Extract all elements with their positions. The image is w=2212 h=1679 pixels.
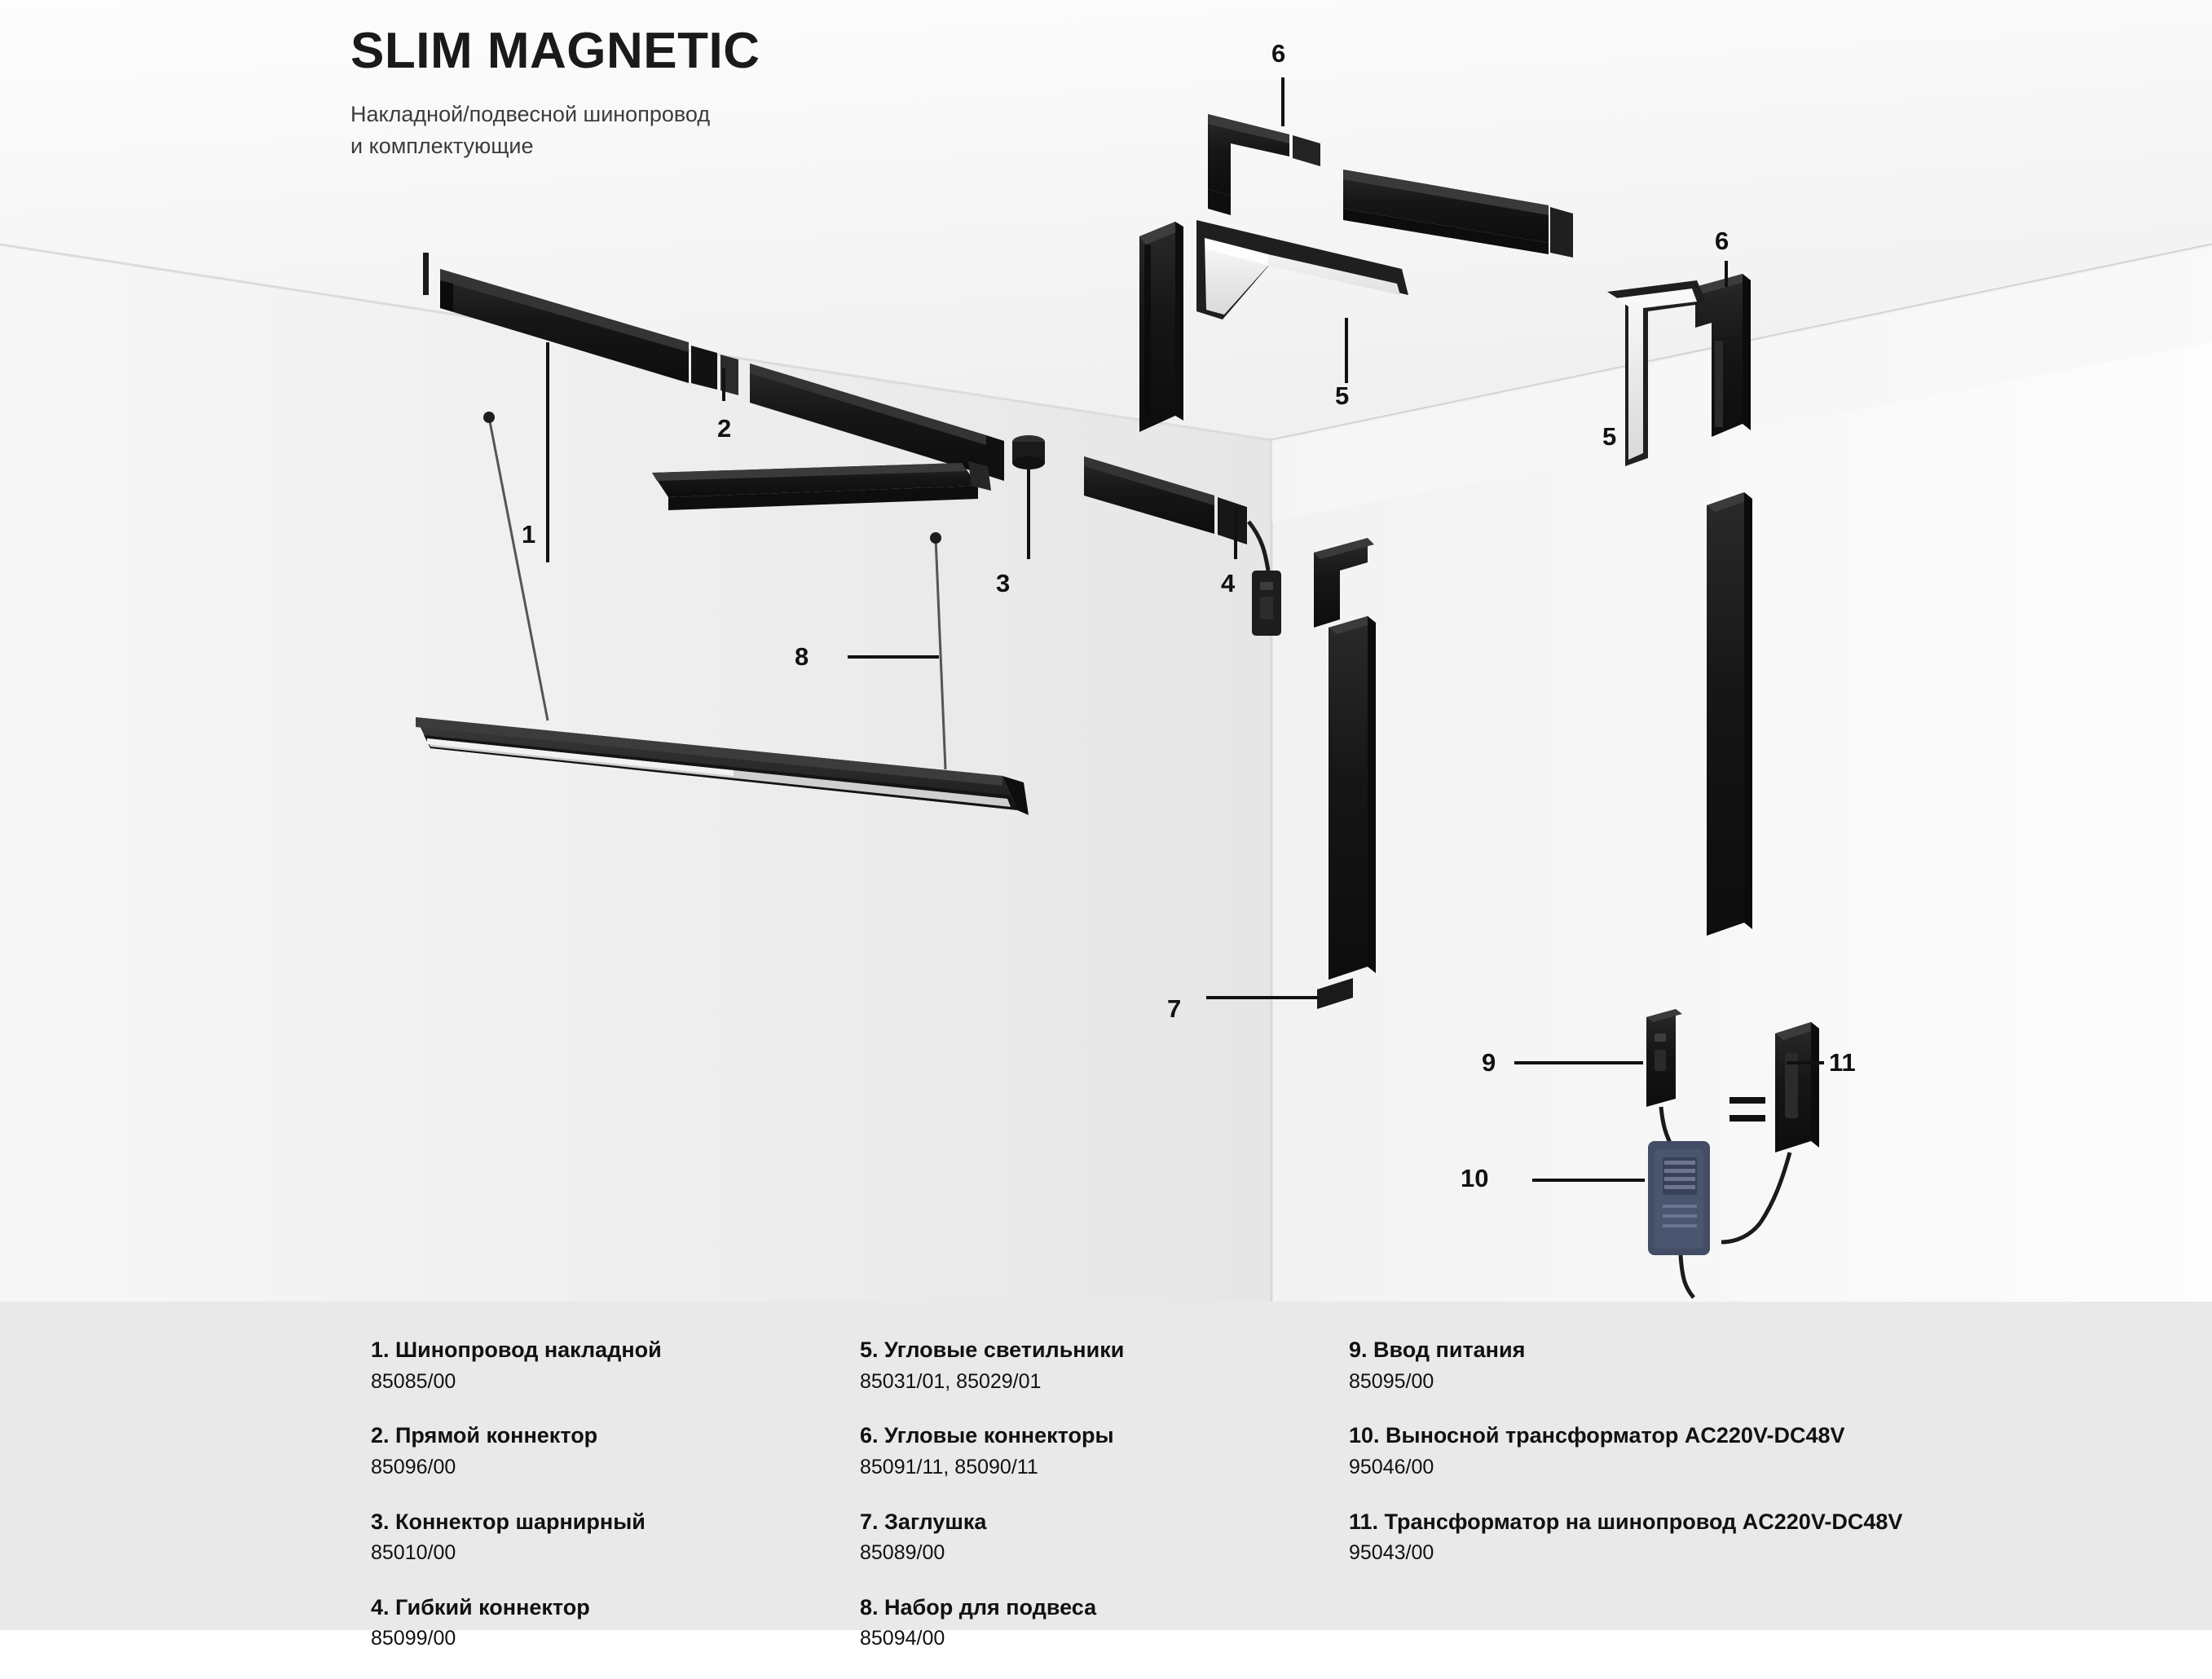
legend-entry — [1349, 1508, 2082, 1567]
legend-entry-code: 85099/00 — [371, 1627, 456, 1650]
legend-entry-name: 5. Угловые светильники — [860, 1337, 1125, 1362]
track-segment-vertical-left — [1139, 222, 1183, 432]
callout-6b: 6 — [1715, 227, 1730, 255]
legend-entry — [860, 1336, 1349, 1395]
legend-column-3 — [1349, 1336, 2082, 1679]
legend-entry-code: 85085/00 — [371, 1369, 456, 1393]
callout-10: 10 — [1461, 1164, 1489, 1192]
legend-entry-name: 7. Заглушка — [860, 1509, 987, 1534]
page-title: SLIM MAGNETIC — [350, 23, 760, 79]
legend-entry-code: 85094/00 — [860, 1627, 945, 1650]
track-vertical-middle — [1329, 616, 1376, 980]
legend-entry-code: 85089/00 — [860, 1541, 945, 1565]
legend-entry — [1349, 1421, 2082, 1481]
callout-1: 1 — [522, 520, 536, 549]
callout-3: 3 — [996, 569, 1011, 597]
callout-5b: 5 — [1602, 422, 1617, 451]
title-block — [350, 24, 1084, 162]
legend-entry — [371, 1336, 860, 1395]
legend-entry — [371, 1593, 860, 1653]
callout-2: 2 — [717, 414, 732, 443]
legend-entry-code: 85031/01, 85029/01 — [860, 1369, 1042, 1393]
legend-entry-code: 85096/00 — [371, 1455, 456, 1478]
legend-entry-name: 8. Набор для подвеса — [860, 1594, 1097, 1620]
callout-11: 11 — [1829, 1048, 1856, 1077]
legend-entry — [371, 1508, 860, 1567]
legend-panel — [0, 1302, 2212, 1650]
legend-entry — [860, 1593, 1349, 1653]
legend-entry — [860, 1508, 1349, 1567]
legend-entry-name: 11. Трансформатор на шинопровод AC220V-DC48V — [1349, 1509, 1903, 1534]
callout-5a: 5 — [1335, 381, 1350, 410]
legend-entry-code: 85010/00 — [371, 1541, 456, 1565]
legend-entry-name: 10. Выносной трансформатор AC220V-DC48V — [1349, 1423, 1845, 1448]
legend-entry-name: 1. Шинопровод накладной — [371, 1337, 662, 1362]
legend-entry-code: 85095/00 — [1349, 1369, 1434, 1393]
callout-7: 7 — [1167, 994, 1182, 1023]
legend-column-2 — [860, 1336, 1349, 1679]
callout-9: 9 — [1482, 1048, 1496, 1077]
legend-entry-name: 2. Прямой коннектор — [371, 1423, 598, 1448]
legend-columns — [371, 1336, 2091, 1679]
callout-4: 4 — [1221, 569, 1236, 597]
legend-entry-code: 95043/00 — [1349, 1541, 1434, 1565]
legend-entry — [1349, 1336, 2082, 1395]
legend-entry — [371, 1421, 860, 1481]
legend-entry-name: 6. Угловые коннекторы — [860, 1423, 1114, 1448]
legend-entry-code: 85091/11, 85090/11 — [860, 1455, 1038, 1478]
legend-entry-code: 95046/00 — [1349, 1455, 1434, 1478]
track-vertical-right-wall — [1707, 492, 1752, 936]
legend-entry-name: 4. Гибкий коннектор — [371, 1594, 590, 1620]
connector-straight-2 — [691, 346, 717, 390]
legend-entry-name: 9. Ввод питания — [1349, 1337, 1526, 1362]
callout-6a: 6 — [1271, 39, 1286, 68]
callout-8: 8 — [795, 642, 809, 671]
connector-hinged-3 — [1012, 435, 1045, 469]
legend-column-1 — [371, 1336, 860, 1679]
legend-entry — [860, 1421, 1349, 1481]
legend-entry-name: 3. Коннектор шарнирный — [371, 1509, 646, 1534]
page-subtitle: Накладной/подвесной шинопровод и комплектующие — [350, 102, 711, 159]
